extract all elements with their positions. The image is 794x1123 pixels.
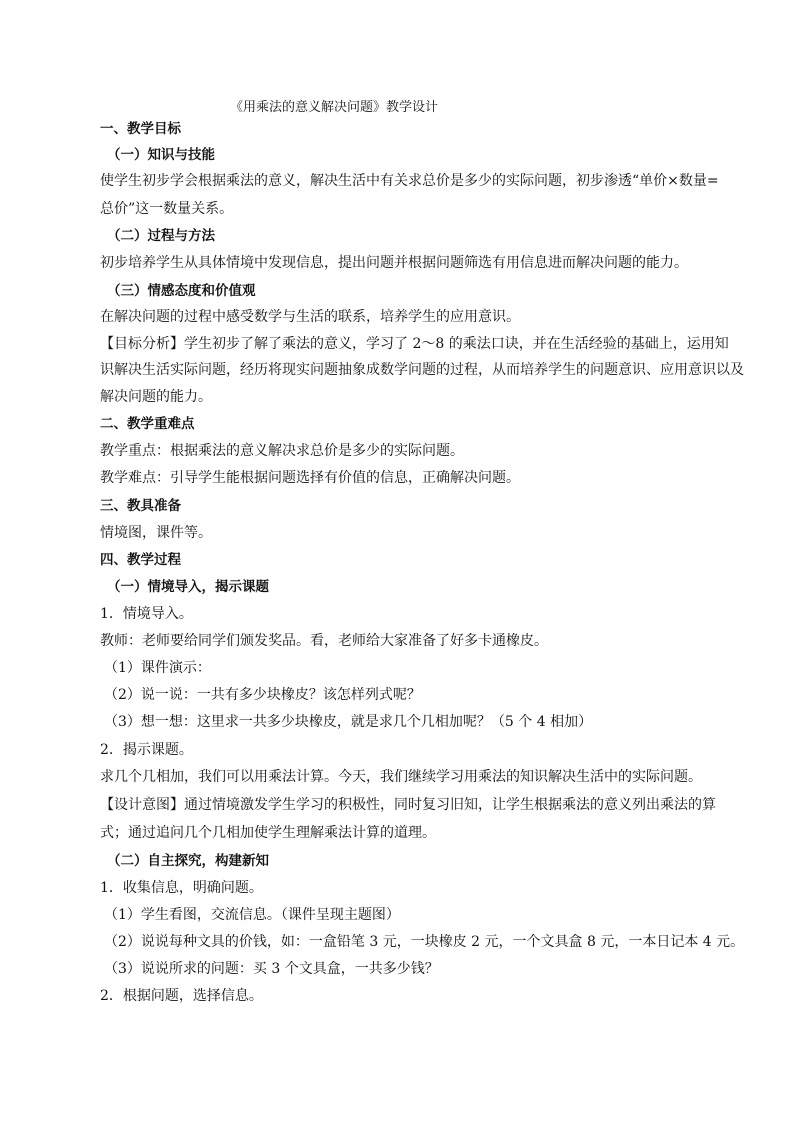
paragraph-line: 情境图，课件等。 [100, 525, 212, 541]
paragraph-line: （2）说一说：一共有多少块橡皮？该怎样列式呢？ [104, 687, 421, 703]
paragraph-line: 教学难点：引导学生能根据问题选择有价值的信息，正确解决问题。 [100, 470, 520, 486]
paragraph-line: 求几个几相加，我们可以用乘法计算。今天，我们继续学习用乘法的知识解决生活中的实际问题。 [100, 769, 702, 785]
section-heading: 三、教具准备 [100, 498, 181, 514]
paragraph-line: 识解决生活实际问题，经历将现实问题抽象成数学问题的过程，从而培养学生的问题意识、应用意识以及 [100, 362, 744, 378]
paragraph-line: 式；通过追问几个几相加使学生理解乘法计算的道理。 [100, 825, 436, 841]
subsection-heading: （二）过程与方法 [107, 228, 215, 244]
subsection-heading: （三）情感态度和价值观 [107, 283, 256, 299]
paragraph-line: （1）学生看图，交流信息。（课件呈现主题图） [104, 907, 400, 923]
document-title: 《用乘法的意义解决问题》教学设计 [230, 100, 439, 115]
section-heading: 四、教学过程 [100, 552, 181, 568]
paragraph-line: 教学重点：根据乘法的意义解决求总价是多少的实际问题。 [100, 443, 464, 459]
paragraph-line: 在解决问题的过程中感受数学与生活的联系，培养学生的应用意识。 [100, 309, 520, 325]
subsection-heading: （二）自主探究，构建新知 [107, 853, 269, 869]
paragraph-line: 2．根据问题，选择信息。 [100, 988, 263, 1004]
paragraph-line: 解决问题的能力。 [100, 389, 212, 405]
paragraph-line: （3）说说所求的问题：买 3 个文具盒，一共多少钱？ [104, 961, 439, 977]
paragraph-line: （3）想一想：这里求一共多少块橡皮，就是求几个几相加呢？（5 个 4 相加） [104, 714, 593, 730]
section-heading: 二、教学重难点 [100, 416, 195, 432]
paragraph-line: 教师：老师要给同学们颁发奖品。看，老师给大家准备了好多卡通橡皮。 [100, 633, 548, 649]
paragraph-line: 初步培养学生从具体情境中发现信息，提出问题并根据问题筛选有用信息进而解决问题的能力。 [100, 255, 688, 271]
paragraph-line: （2）说说每种文具的价钱，如：一盒铅笔 3 元，一块橡皮 2 元，一个文具盒 8 元，一本日记本 4 元。 [104, 934, 745, 950]
paragraph-line: 【目标分析】学生初步了解了乘法的意义，学习了 2～8 的乘法口诀，并在生活经验的基础上，运用知 [100, 336, 729, 352]
paragraph-line: 1．情境导入。 [100, 606, 193, 622]
subsection-heading: （一）情境导入，揭示课题 [107, 579, 269, 595]
section-heading: 一、教学目标 [100, 121, 181, 137]
paragraph-line: 2．揭示课题。 [100, 742, 193, 758]
paragraph-line: 使学生初步学会根据乘法的意义，解决生活中有关求总价是多少的实际问题，初步渗透“单价×数量= [100, 173, 719, 189]
subsection-heading: （一）知识与技能 [107, 147, 215, 163]
paragraph-line: 总价”这一数量关系。 [100, 201, 234, 217]
paragraph-line: 【设计意图】通过情境激发学生学习的积极性，同时复习旧知，让学生根据乘法的意义列出乘法的算 [100, 797, 716, 813]
paragraph-line: 1．收集信息，明确问题。 [100, 880, 263, 896]
paragraph-line: （1）课件演示： [104, 660, 211, 676]
